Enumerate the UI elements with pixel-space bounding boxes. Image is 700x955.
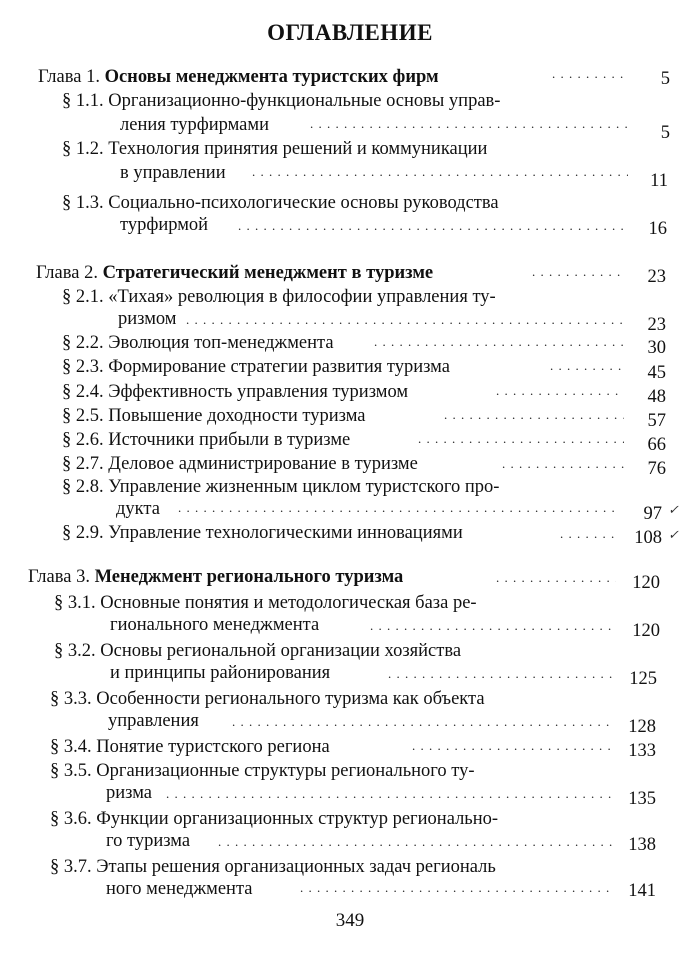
section-entry (50, 808, 498, 830)
leader-dots (502, 456, 624, 478)
section-title-cont: управления (108, 711, 199, 731)
section-number: § 3.2. (54, 641, 96, 661)
leader-dots (178, 500, 614, 522)
section-title-cont: ризма (106, 783, 152, 803)
section-title: «Тихая» революция в философии управления ту- (108, 287, 496, 307)
section-title-cont: и принципы районирования (110, 663, 331, 683)
section-number: § 3.3. (50, 689, 92, 709)
chapter-heading (38, 66, 439, 88)
chapter-label: Глава 2. (36, 263, 98, 283)
page-ref: 133 (628, 741, 656, 761)
section-title: Деловое администрирование в туризме (108, 454, 418, 474)
leader-dots (496, 383, 624, 405)
page-title: ОГЛАВЛЕНИЕ (267, 20, 433, 45)
page-ref: 138 (628, 835, 656, 855)
section-number: § 3.4. (50, 737, 92, 757)
leader-dots (238, 218, 628, 240)
section-title: Понятие туристского региона (96, 737, 330, 757)
section-entry (50, 736, 330, 758)
chapter-title: Менеджмент регионального туризма (94, 567, 404, 587)
leader-dots (532, 264, 624, 286)
section-number: § 1.3. (62, 193, 104, 213)
section-title: Организационно-функциональные основы управ- (108, 91, 501, 111)
leader-dots (300, 880, 612, 902)
chapter-heading (36, 262, 433, 284)
leader-dots (550, 358, 624, 380)
section-number: § 1.2. (62, 139, 104, 159)
chapter-heading (28, 566, 403, 588)
page-ref: 135 (628, 789, 656, 809)
chapter-title: Основы менеджмента туристских фирм (104, 67, 439, 87)
section-title: Особенности регионального туризма как объекта (96, 689, 485, 709)
leader-dots (370, 618, 616, 640)
page-number: 349 (335, 910, 365, 931)
page-ref: 23 (647, 315, 666, 335)
section-entry (50, 856, 496, 878)
section-entry (62, 453, 418, 475)
page-ref: 48 (647, 387, 666, 407)
section-title: Социально-психологические основы руководства (108, 193, 499, 213)
section-title: Основные понятия и методологическая база ре- (100, 593, 477, 613)
page-ref: 120 (632, 621, 660, 641)
leader-dots (374, 334, 624, 356)
leader-dots (310, 116, 628, 138)
section-entry (54, 592, 477, 614)
section-entry (62, 192, 499, 214)
leader-dots (444, 407, 624, 429)
leader-dots (560, 526, 616, 548)
section-title-cont: ного менеджмента (106, 879, 253, 899)
section-entry (62, 138, 487, 160)
section-title-cont: ления турфирмами (120, 115, 269, 135)
leader-dots (552, 66, 628, 88)
section-number: § 2.3. (62, 357, 104, 377)
section-title-cont: дукта (116, 499, 160, 519)
section-number: § 3.7. (50, 857, 92, 877)
section-number: § 2.1. (62, 287, 104, 307)
leader-dots (186, 312, 624, 334)
check-mark-icon: ✓ (668, 502, 679, 517)
page-ref: 120 (632, 573, 660, 593)
leader-dots (496, 570, 616, 592)
section-title: Формирование стратегии развития туризма (108, 357, 450, 377)
section-entry (62, 332, 334, 354)
page-ref: 76 (647, 459, 666, 479)
page-ref: 5 (660, 69, 670, 89)
section-number: § 2.6. (62, 430, 104, 450)
section-number: § 2.5. (62, 406, 104, 426)
section-number: § 3.6. (50, 809, 92, 829)
page-ref: 16 (648, 219, 667, 239)
section-number: § 1.1. (62, 91, 104, 111)
section-title-cont: в управлении (120, 163, 226, 183)
page-ref: 97 (643, 504, 662, 524)
section-entry (62, 356, 450, 378)
page-ref: 45 (647, 363, 666, 383)
section-title: Функции организационных структур регионально- (96, 809, 499, 829)
leader-dots (252, 164, 628, 186)
page-ref: 66 (647, 435, 666, 455)
section-entry (62, 522, 463, 544)
section-title: Управление жизненным циклом туристского про- (108, 477, 500, 497)
section-number: § 3.5. (50, 761, 92, 781)
chapter-label: Глава 1. (38, 67, 100, 87)
section-number: § 2.2. (62, 333, 104, 353)
section-title-cont: турфирмой (120, 215, 209, 235)
section-title: Эффективность управления туризмом (108, 382, 409, 402)
section-title: Управление технологическими инновациями (108, 523, 463, 543)
section-title: Технология принятия решений и коммуникации (108, 139, 488, 159)
section-entry (62, 381, 408, 403)
leader-dots (412, 738, 612, 760)
section-number: § 2.9. (62, 523, 104, 543)
page-ref: 23 (647, 267, 666, 287)
section-entry (50, 688, 485, 710)
section-number: § 2.7. (62, 454, 104, 474)
page-ref: 141 (628, 881, 656, 901)
page-ref: 108 (634, 528, 662, 548)
section-number: § 2.4. (62, 382, 104, 402)
page-ref: 5 (660, 123, 670, 143)
leader-dots (232, 714, 612, 736)
chapter-label: Глава 3. (28, 567, 90, 587)
page-ref: 11 (650, 171, 668, 191)
section-number: § 2.8. (62, 477, 104, 497)
page-ref: 57 (647, 411, 666, 431)
section-title: Повышение доходности туризма (108, 406, 366, 426)
page-ref: 125 (629, 669, 657, 689)
section-title: Организационные структуры регионального ту- (96, 761, 475, 781)
section-number: § 3.1. (54, 593, 96, 613)
section-entry (62, 429, 350, 451)
section-title: Этапы решения организационных задач региональ (96, 857, 496, 877)
leader-dots (218, 834, 612, 856)
chapter-title: Стратегический менеджмент в туризме (102, 263, 434, 283)
section-title: Источники прибыли в туризме (108, 430, 351, 450)
section-entry (50, 760, 475, 782)
section-title: Основы региональной организации хозяйства (100, 641, 462, 661)
section-entry (54, 640, 461, 662)
section-entry (62, 286, 496, 308)
leader-dots (388, 666, 614, 688)
section-title-cont: го туризма (106, 831, 191, 851)
section-entry (62, 405, 366, 427)
section-title: Эволюция топ-менеджмента (108, 333, 334, 353)
check-mark-icon: ✓ (668, 527, 679, 542)
section-entry (62, 476, 499, 498)
leader-dots (166, 786, 612, 808)
page-ref: 30 (647, 338, 666, 358)
section-title-cont: гионального менеджмента (110, 615, 320, 635)
leader-dots (418, 431, 624, 453)
section-title-cont: ризмом (118, 309, 177, 329)
page-ref: 128 (628, 717, 656, 737)
section-entry (62, 90, 500, 112)
